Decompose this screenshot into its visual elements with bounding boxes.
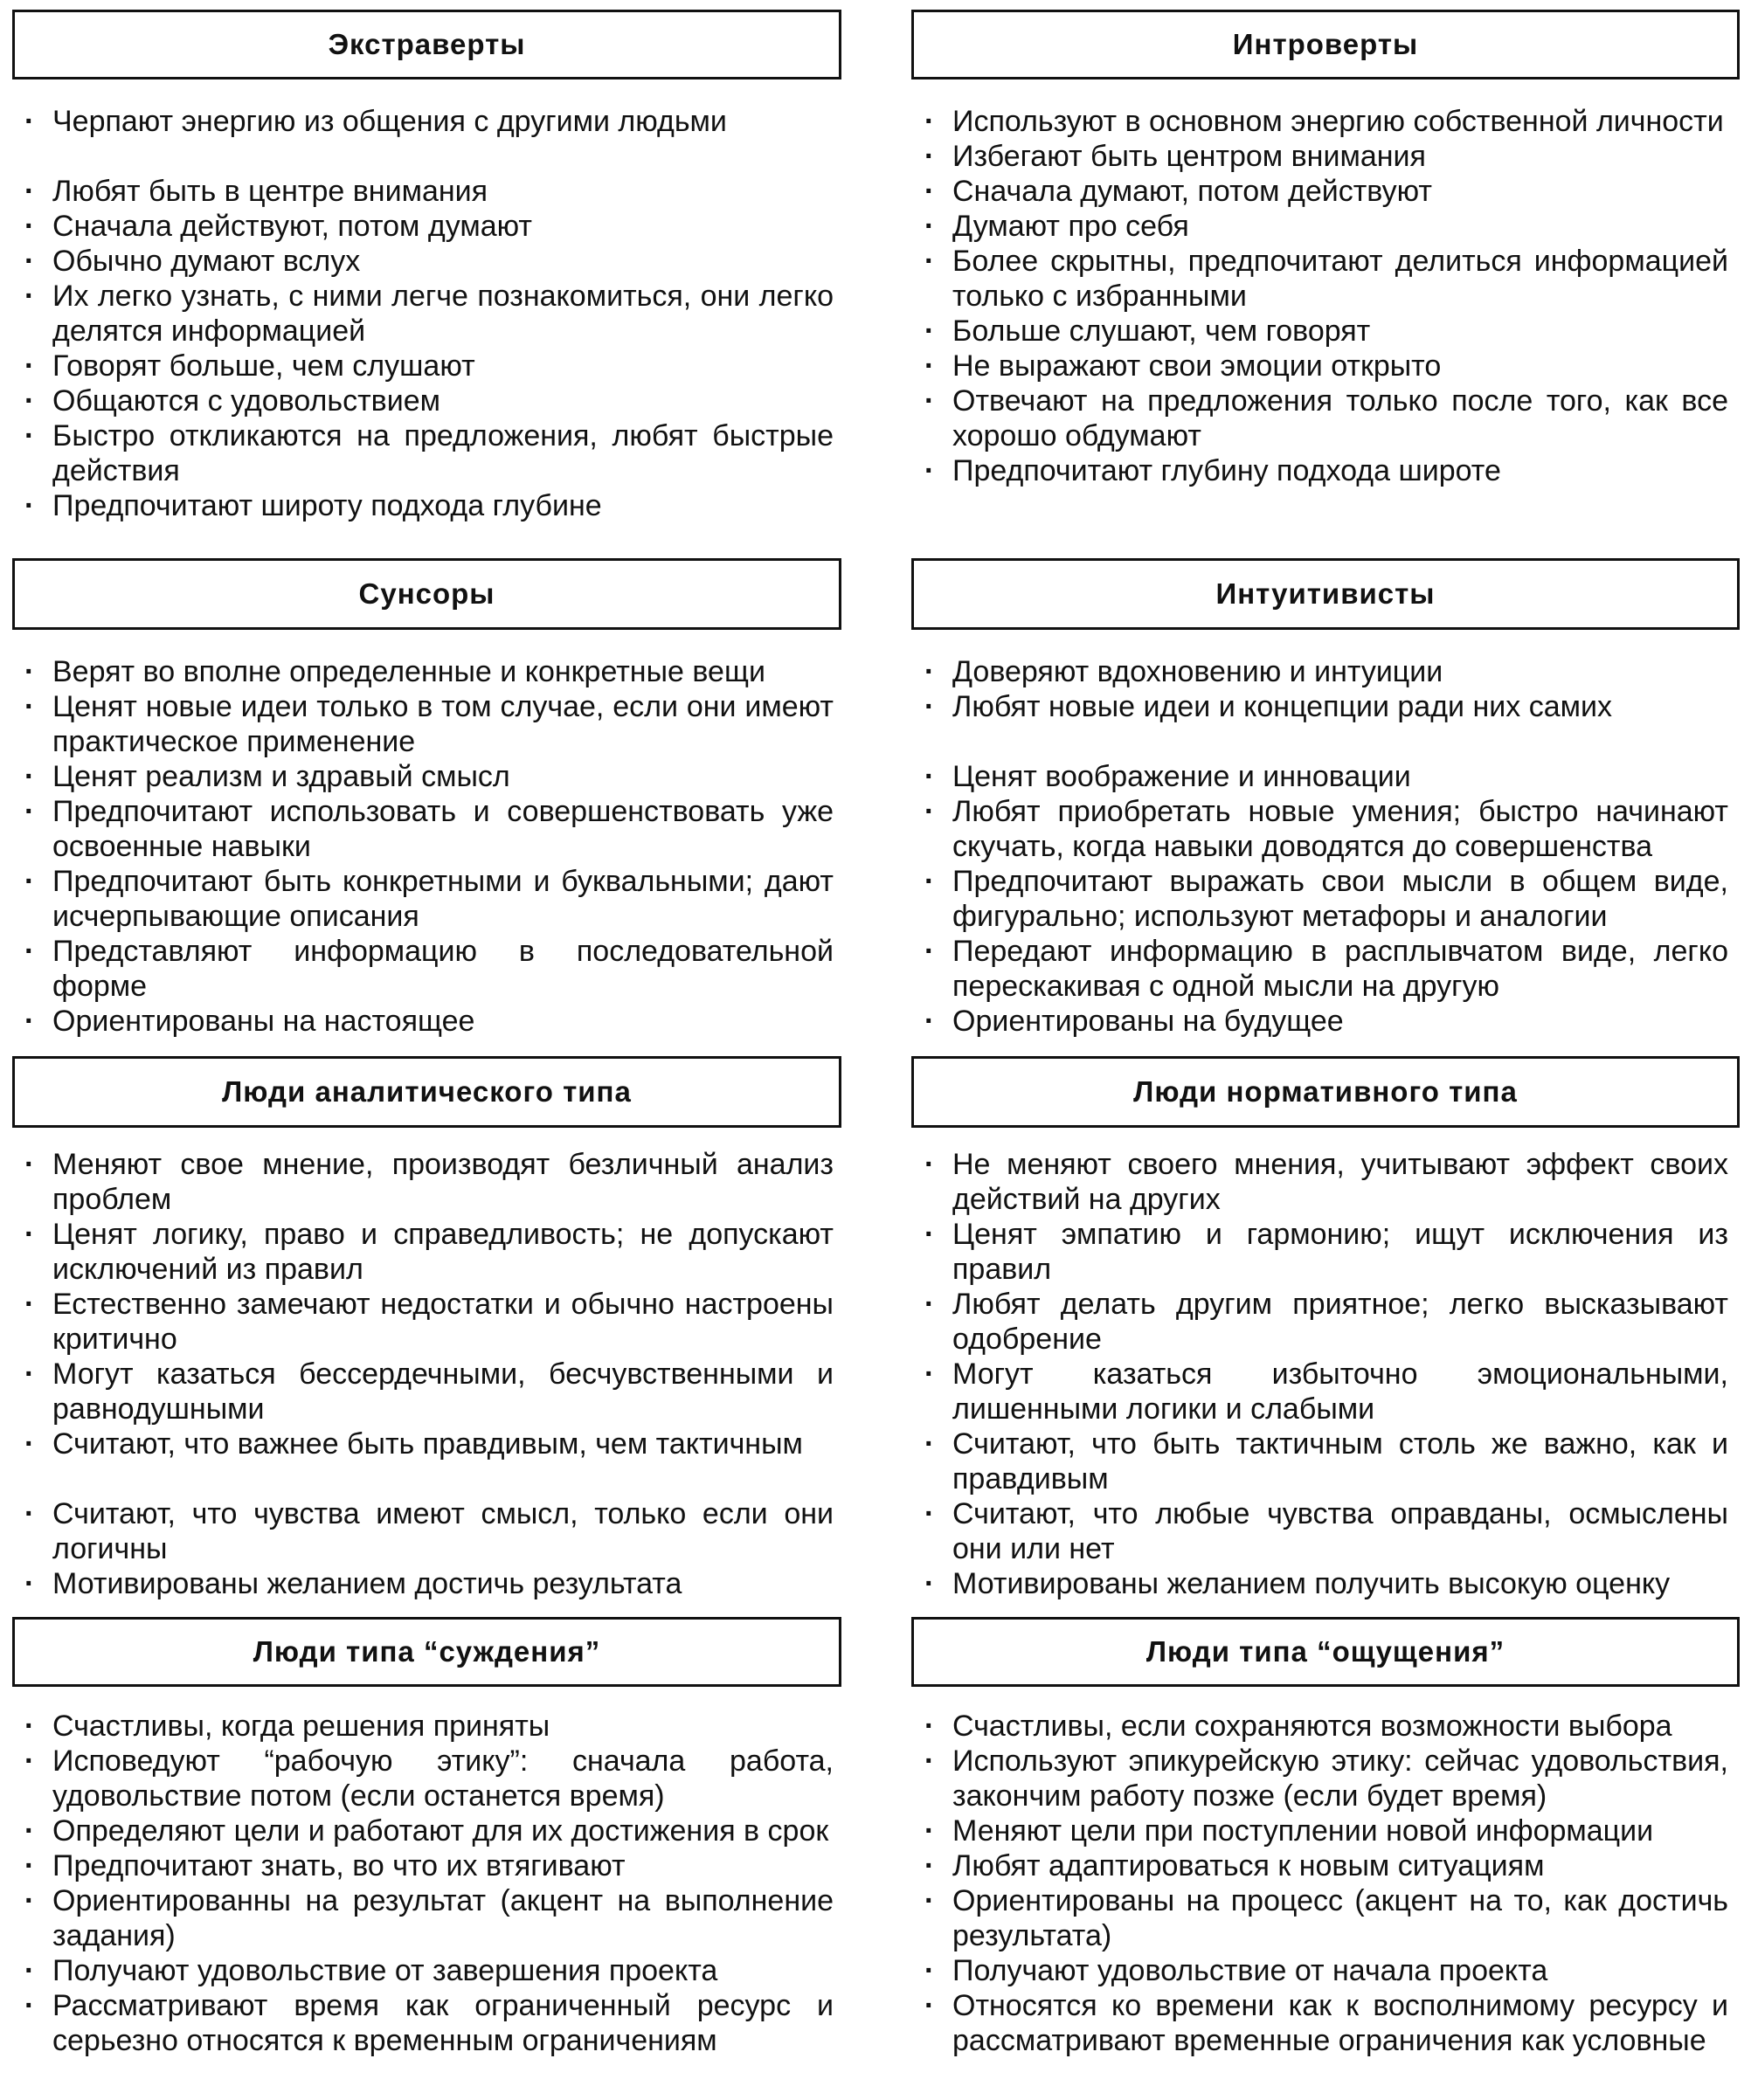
list-item: · Передают информацию в расплывчатом виде, легко перескакивая с одной мысли на другую	[924, 935, 1728, 1003]
list-item: · Могут казаться бессердечными, бесчувственными и равнодушными	[24, 1357, 834, 1426]
list-item: · Считают, что быть тактичным столь же важно, как и правдивым	[924, 1427, 1728, 1496]
list-item: · Избегают быть центром внимания	[924, 140, 1426, 173]
list-item: · Естественно замечают недостатки и обычно настроены критично	[24, 1288, 834, 1356]
list-item: · Предпочитают быть конкретными и буквальными; дают исчерпывающие описания	[24, 865, 834, 933]
list-item: · Любят адаптироваться к новым ситуациям	[924, 1849, 1545, 1882]
list-item: · Ориентированны на результат (акцент на выполнение задания)	[24, 1884, 834, 1952]
list-item: · Мотивированы желанием получить высокую оценку	[924, 1567, 1671, 1600]
list-item: · Любят быть в центре внимания	[24, 175, 488, 208]
perceiving-list	[912, 1709, 1728, 2058]
list-item: · Используют в основном энергию собственной личности	[924, 105, 1724, 138]
list-item: · Не меняют своего мнения, учитывают эффект своих действий на других	[924, 1148, 1728, 1216]
list-item: · Относятся ко времени как к восполнимому ресурсу и рассматривают временные ограничения как условные	[924, 1989, 1728, 2057]
list-item: · Быстро откликаются на предложения, любят быстрые действия	[24, 419, 834, 487]
list-item: · Ценят новые идеи только в том случае, если они имеют практическое применение	[24, 690, 834, 758]
list-item: · Счастливы, если сохраняются возможности выбора	[924, 1710, 1672, 1743]
list-item: · Исповедуют “рабочую этику”: сначала работа, удовольствие потом (если останется время)	[24, 1744, 834, 1813]
list-item: · Используют эпикурейскую этику: сейчас удовольствия, закончим работу позже (если будет время)	[924, 1744, 1728, 1813]
section-header-sensors: Сунсоры	[12, 558, 841, 630]
section-header-introverts: Интроверты	[911, 10, 1740, 79]
list-item: · Любят делать другим приятное; легко высказывают одобрение	[924, 1288, 1728, 1356]
list-item: · Не выражают свои эмоции открыто	[924, 349, 1442, 383]
list-item: · Считают, что важнее быть правдивым, чем тактичным	[24, 1427, 803, 1461]
section-header-intuitives: Интуитивисты	[911, 558, 1740, 630]
list-item: · Счастливы, когда решения приняты	[24, 1710, 550, 1743]
list-item: · Ценят реализм и здравый смысл	[24, 760, 510, 793]
section-header-analytical: Люди аналитического типа	[12, 1056, 841, 1128]
normative-list	[912, 1147, 1728, 1601]
list-item: · Сначала думают, потом действуют	[924, 175, 1432, 208]
list-item: · Их легко узнать, с ними легче познакомиться, они легко делятся информацией	[24, 280, 834, 348]
list-item: · Предпочитают знать, во что их втягивают	[24, 1849, 626, 1882]
list-item: · Предпочитают выражать свои мысли в общем виде, фигурально; используют метафоры и аналогии	[924, 865, 1728, 933]
list-item: · Меняют свое мнение, производят безличный анализ проблем	[24, 1148, 834, 1216]
list-item: · Любят новые идеи и концепции ради них самих	[924, 690, 1612, 723]
list-item: · Ценят эмпатию и гармонию; ищут исключения из правил	[924, 1218, 1728, 1286]
list-item: · Отвечают на предложения только после того, как все хорошо обдумают	[924, 384, 1728, 452]
list-item: · Говорят больше, чем слушают	[24, 349, 475, 383]
list-item: · Получают удовольствие от завершения проекта	[24, 1954, 718, 1987]
list-item: · Считают, что любые чувства оправданы, осмыслены они или нет	[924, 1497, 1728, 1565]
list-item: · Определяют цели и работают для их достижения в срок	[24, 1814, 829, 1848]
extraverts-list	[12, 104, 834, 523]
list-item: · Могут казаться избыточно эмоциональными, лишенными логики и слабыми	[924, 1357, 1728, 1426]
list-item: · Представляют информацию в последовательной форме	[24, 935, 834, 1003]
introverts-list	[912, 104, 1728, 488]
intuitives-list	[912, 654, 1728, 1039]
list-item: · Ориентированы на процесс (акцент на то, как достичь результата)	[924, 1884, 1728, 1952]
list-item: · Обычно думают вслух	[24, 245, 361, 278]
list-item: · Считают, что чувства имеют смысл, только если они логичны	[24, 1497, 834, 1565]
list-item: · Мотивированы желанием достичь результата	[24, 1567, 682, 1600]
list-item: · Меняют цели при поступлении новой информации	[924, 1814, 1654, 1848]
list-item: · Ценят логику, право и справедливость; не допускают исключений из правил	[24, 1218, 834, 1286]
list-item: · Предпочитают широту подхода глубине	[24, 489, 602, 522]
judging-list	[12, 1709, 834, 2058]
sensors-list	[12, 654, 834, 1039]
list-item: · Получают удовольствие от начала проекта	[924, 1954, 1548, 1987]
list-item: · Больше слушают, чем говорят	[924, 314, 1371, 348]
section-header-perceiving: Люди типа “ощущения”	[911, 1617, 1740, 1687]
section-header-extraverts: Экстраверты	[12, 10, 841, 79]
list-item: · Рассматривают время как ограниченный ресурс и серьезно относятся к временным ограничениям	[24, 1989, 834, 2057]
list-item: · Черпают энергию из общения с другими людьми	[24, 105, 727, 138]
list-item: · Сначала действуют, потом думают	[24, 210, 532, 243]
list-item: · Доверяют вдохновению и интуиции	[924, 655, 1443, 688]
list-item: · Верят во вполне определенные и конкретные вещи	[24, 655, 765, 688]
list-item: · Предпочитают глубину подхода широте	[924, 454, 1501, 487]
list-item: · Общаются с удовольствием	[24, 384, 440, 418]
list-item: · Ориентированы на настоящее	[24, 1005, 475, 1038]
list-item: · Предпочитают использовать и совершенствовать уже освоенные навыки	[24, 795, 834, 863]
list-item: · Думают про себя	[924, 210, 1189, 243]
list-item: · Более скрытны, предпочитают делиться информацией только с избранными	[924, 245, 1728, 313]
section-header-normative: Люди нормативного типа	[911, 1056, 1740, 1128]
list-item: · Ценят воображение и инновации	[924, 760, 1411, 793]
list-item: · Ориентированы на будущее	[924, 1005, 1344, 1038]
section-header-judging: Люди типа “суждения”	[12, 1617, 841, 1687]
list-item: · Любят приобретать новые умения; быстро начинают скучать, когда навыки доводятся до совершенства	[924, 795, 1728, 863]
analytical-list	[12, 1147, 834, 1601]
